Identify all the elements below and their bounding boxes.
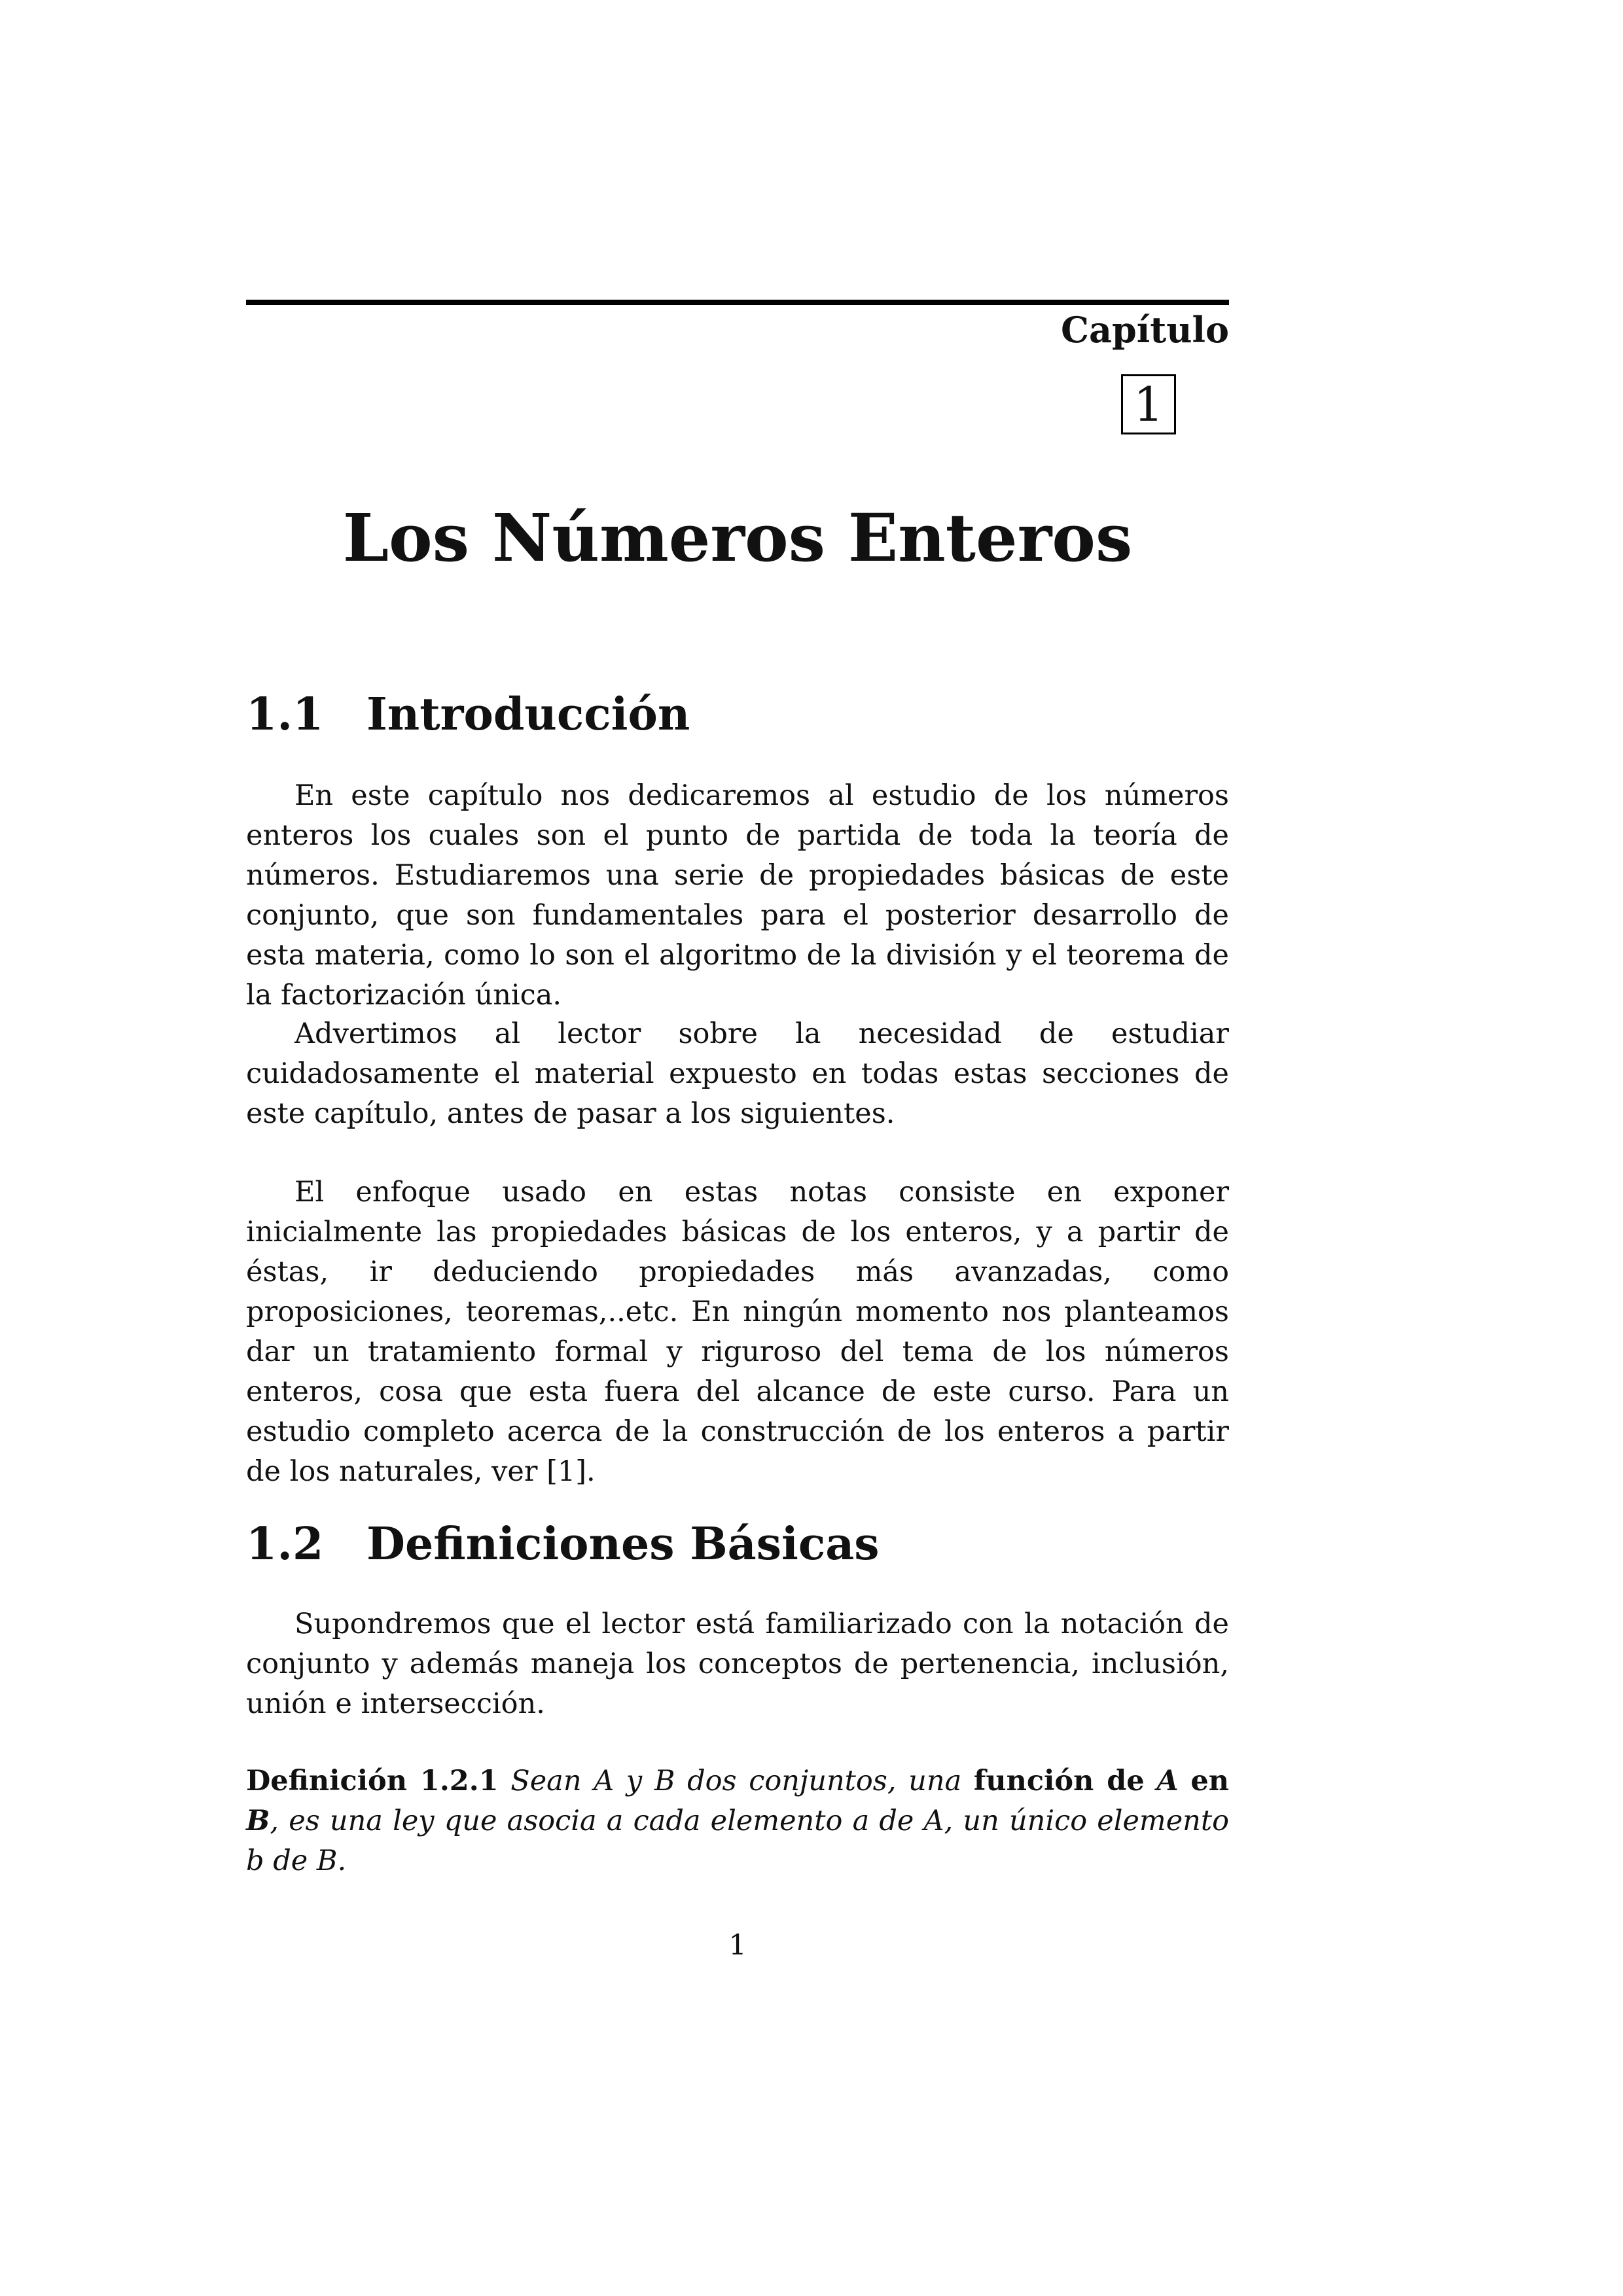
chapter-top-rule <box>246 300 1229 305</box>
definition-1-2-1 <box>246 1761 1229 1881</box>
section-title: Introducción <box>366 688 690 741</box>
math-var: A <box>923 1805 944 1837</box>
math-var: B <box>654 1765 675 1797</box>
definition-text: dos conjuntos, una <box>687 1765 962 1797</box>
chapter-title: Los Números Enteros <box>342 499 1133 576</box>
definition-text: Sean <box>510 1765 582 1797</box>
paragraph-intro-3: El enfoque usado en estas notas consiste en exponer inicialmente las propiedades básicas de los enteros, y a partir de éstas, ir deduciendo propiedades más avanzadas, como proposiciones, teoremas,..etc. En ningún momento nos planteamos dar un tratamiento formal y riguroso del tema de los números enteros, cosa que esta fuera del alcance de este curso. Para un estudio completo acerca de la construcción de los enteros a partir de los naturales, ver [1]. <box>246 1176 1229 1488</box>
paragraph-definiciones-1: Supondremos que el lector está familiarizado con la notación de conjunto y además maneja los conceptos de pertenencia, inclusión, unión e intersección. <box>246 1608 1229 1720</box>
chapter-number-box: 1 <box>1121 374 1176 434</box>
section-title: Definiciones Básicas <box>366 1518 880 1570</box>
math-var: B <box>246 1805 270 1837</box>
section-heading-definiciones <box>246 1518 880 1572</box>
definition-text: , un único elemento <box>944 1805 1229 1837</box>
definition-text: de <box>273 1845 308 1877</box>
defined-term: en <box>1190 1765 1230 1797</box>
definition-text: y <box>626 1765 643 1797</box>
paragraph-intro-2: Advertimos al lector sobre la necesidad de estudiar cuidadosamente el material expuesto en todas estas secciones de este capítulo, antes de pasar a los siguientes. <box>246 1017 1229 1130</box>
section-number: 1.2 <box>246 1518 324 1570</box>
definition-text: . <box>337 1845 347 1877</box>
paragraph-intro-1: En este capítulo nos dedicaremos al estudio de los números enteros los cuales son el punto de partida de toda la teoría de números. Estudiaremos una serie de propiedades básicas de este conjunto, que son fundamentales para el posterior desarrollo de esta materia, como lo son el algoritmo de la división y el teorema de la factorización única. <box>246 779 1229 1012</box>
math-var: A <box>1156 1765 1179 1797</box>
chapter-label: Capítulo <box>1061 309 1229 351</box>
section-heading-introduccion <box>246 688 690 742</box>
math-var: a <box>852 1805 870 1837</box>
definition-label: Definición 1.2.1 <box>246 1765 499 1797</box>
defined-term: función de <box>973 1765 1145 1797</box>
section-number: 1.1 <box>246 688 324 741</box>
math-var: A <box>594 1765 615 1797</box>
definition-text: , es una ley que asocia a cada elemento <box>270 1805 843 1837</box>
math-var: b <box>246 1845 264 1877</box>
math-var: B <box>316 1845 338 1877</box>
definition-text: de <box>879 1805 914 1837</box>
page-number: 1 <box>728 1929 747 1962</box>
